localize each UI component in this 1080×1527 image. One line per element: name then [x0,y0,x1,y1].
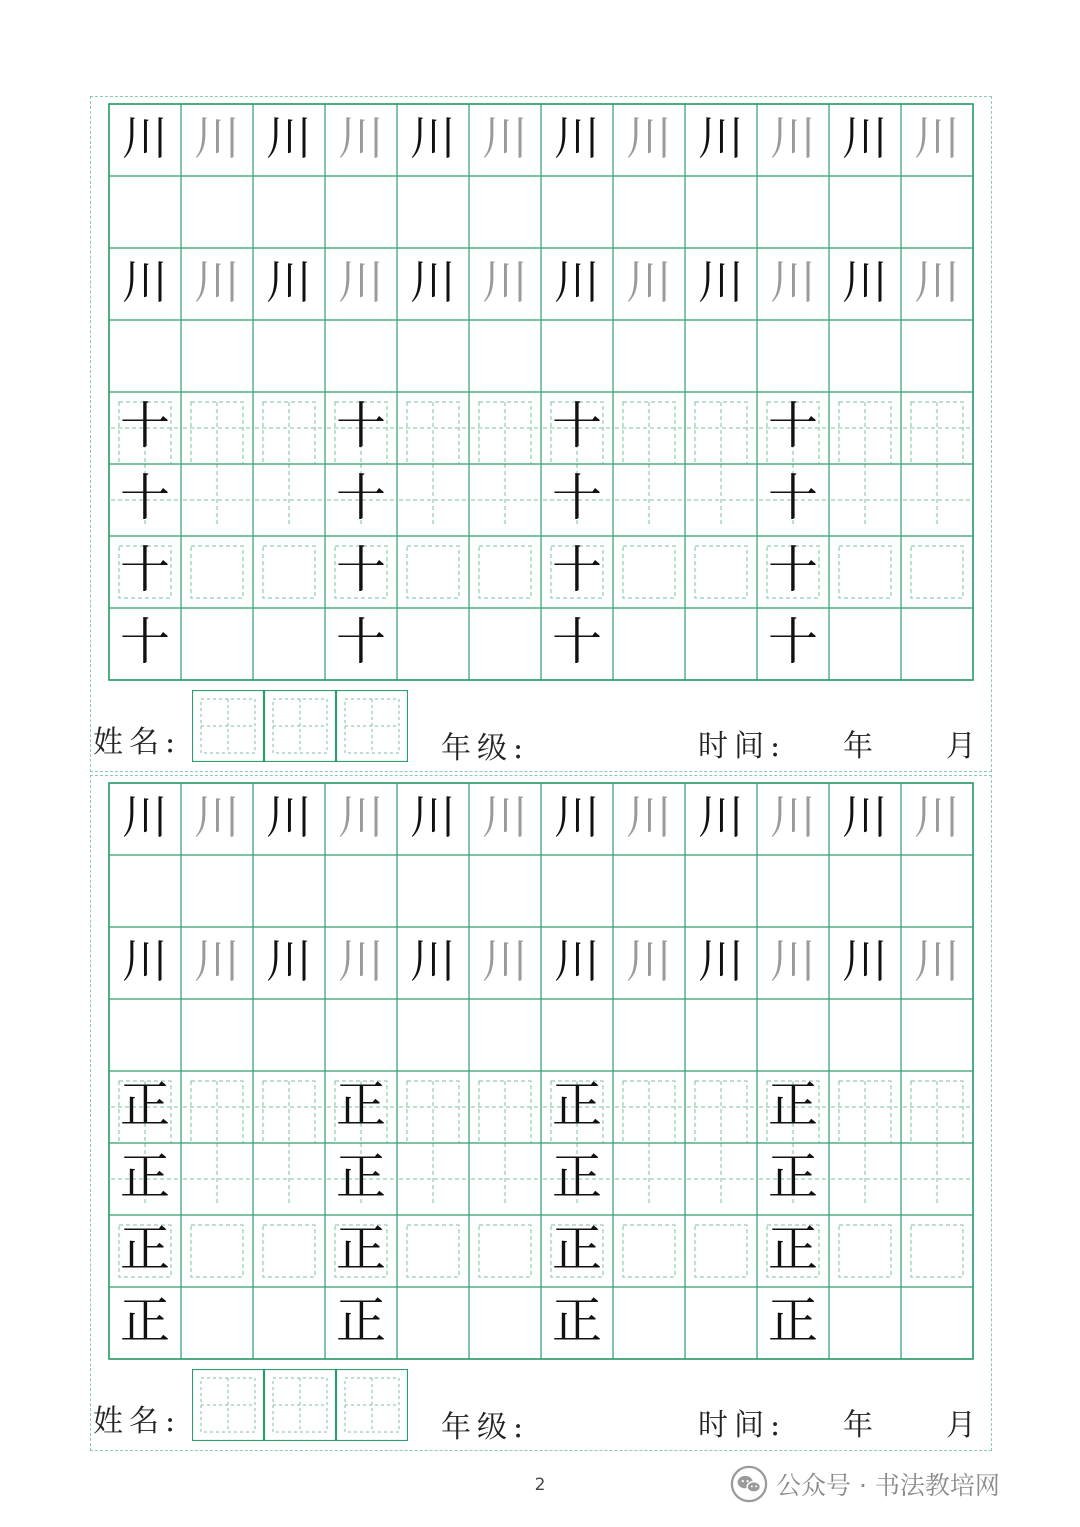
trace-character: 川 [770,255,816,309]
model-character: 正 [552,1220,602,1278]
model-character: 川 [842,111,888,165]
model-character: 十 [336,541,386,599]
trace-character: 川 [482,934,528,988]
grade-label: 年级: [441,731,530,766]
grade-label: 年级: [441,1410,530,1445]
model-character: 十 [336,469,386,527]
model-character: 正 [768,1220,818,1278]
grid-lines [109,783,973,1359]
model-character: 川 [698,255,744,309]
trace-character: 川 [482,790,528,844]
model-character: 川 [410,111,456,165]
trace-character: 川 [338,790,384,844]
trace-character: 川 [914,934,960,988]
trace-character: 川 [338,111,384,165]
trace-character: 川 [482,111,528,165]
model-character: 十 [336,613,386,671]
model-character: 川 [698,111,744,165]
model-character: 十 [552,397,602,455]
model-character: 正 [120,1076,170,1134]
model-character: 川 [266,255,312,309]
trace-character: 川 [770,934,816,988]
model-character: 正 [768,1148,818,1206]
model-character: 川 [554,111,600,165]
model-character: 川 [266,111,312,165]
model-character: 川 [554,790,600,844]
model-character: 川 [410,255,456,309]
trace-character: 川 [194,790,240,844]
model-character: 正 [768,1076,818,1134]
model-character: 十 [120,541,170,599]
model-character: 正 [552,1292,602,1350]
month-label: 月 [946,1408,982,1443]
trace-character: 川 [338,255,384,309]
model-character: 正 [552,1076,602,1134]
model-character: 十 [120,613,170,671]
model-character: 川 [842,934,888,988]
trace-character: 川 [626,790,672,844]
watermark-text: 公众号 · 书法教培网 [776,1471,1000,1500]
model-character: 川 [410,790,456,844]
practice-grid [109,783,975,1359]
model-character: 正 [336,1292,386,1350]
trace-character: 川 [194,111,240,165]
trace-character: 川 [914,790,960,844]
trace-character: 川 [338,934,384,988]
practice-grid [109,104,975,680]
model-character: 川 [122,790,168,844]
model-character: 川 [842,255,888,309]
model-character: 川 [122,934,168,988]
year-label: 年 [843,1408,879,1443]
model-character: 正 [768,1292,818,1350]
time-label: 时间: [698,1408,787,1443]
model-character: 川 [410,934,456,988]
trace-character: 川 [482,255,528,309]
month-label: 月 [946,729,982,764]
trace-character: 川 [194,255,240,309]
model-character: 十 [768,469,818,527]
model-character: 川 [698,934,744,988]
model-character: 川 [554,255,600,309]
model-character: 正 [336,1076,386,1134]
year-label: 年 [843,729,879,764]
trace-character: 川 [770,111,816,165]
trace-character: 川 [626,255,672,309]
model-character: 正 [336,1220,386,1278]
model-character: 川 [554,934,600,988]
trace-character: 川 [914,255,960,309]
worksheet-1 [90,96,992,772]
model-character: 正 [120,1292,170,1350]
model-character: 川 [842,790,888,844]
model-character: 川 [266,790,312,844]
model-character: 正 [120,1148,170,1206]
model-character: 川 [122,255,168,309]
trace-character: 川 [770,790,816,844]
model-character: 十 [552,469,602,527]
name-label: 姓名: [93,725,182,760]
model-character: 十 [768,613,818,671]
model-character: 川 [122,111,168,165]
name-input-boxes[interactable] [192,690,408,762]
watermark [730,1462,1000,1506]
name-label: 姓名: [93,1404,182,1439]
model-character: 十 [336,397,386,455]
grid-lines [109,104,973,680]
model-character: 十 [552,613,602,671]
trace-character: 川 [194,934,240,988]
trace-character: 川 [626,934,672,988]
model-character: 十 [120,397,170,455]
worksheet-2 [90,775,992,1451]
model-character: 正 [336,1148,386,1206]
name-input-boxes[interactable] [192,1369,408,1441]
model-character: 正 [552,1148,602,1206]
model-character: 十 [120,469,170,527]
model-character: 十 [768,397,818,455]
trace-character: 川 [914,111,960,165]
model-character: 十 [768,541,818,599]
model-character: 正 [120,1220,170,1278]
model-character: 川 [266,934,312,988]
model-character: 十 [552,541,602,599]
wechat-icon [730,1465,768,1503]
trace-character: 川 [626,111,672,165]
page-number: 2 [534,1475,546,1495]
time-label: 时间: [698,729,787,764]
model-character: 川 [698,790,744,844]
